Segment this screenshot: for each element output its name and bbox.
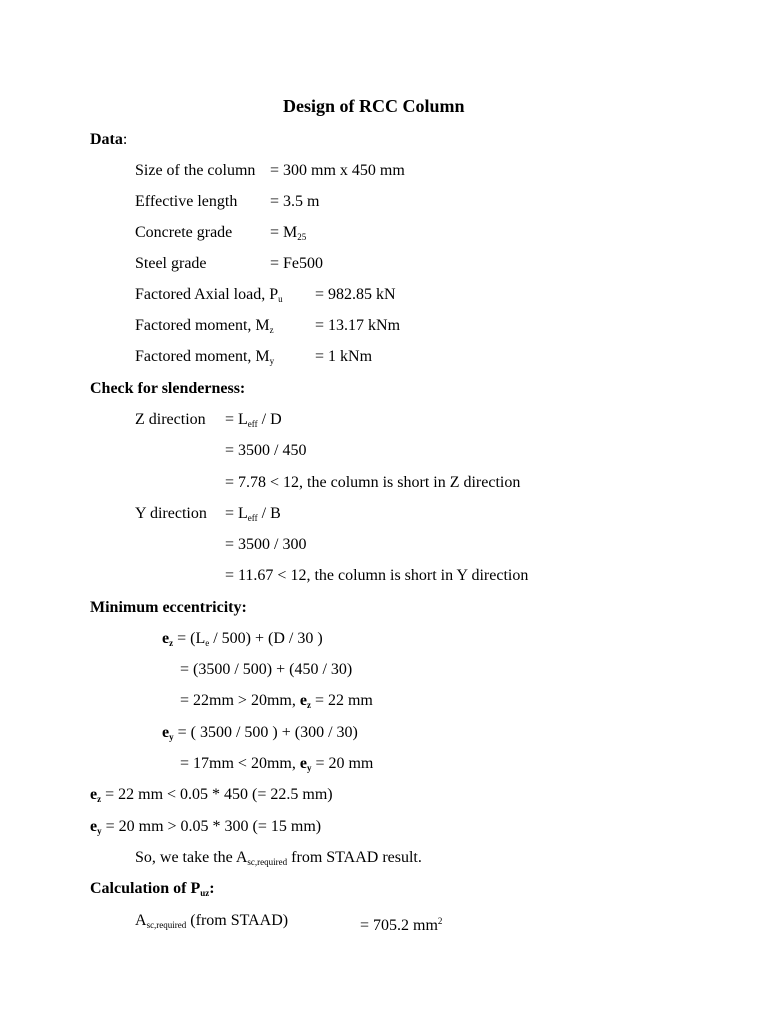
steel-grade-label: Steel grade (135, 255, 207, 272)
z-direction-result: = 7.78 < 12, the column is short in Z direction (225, 474, 521, 491)
data-heading: Data: (90, 131, 128, 148)
z-direction-substitution: = 3500 / 450 (225, 442, 307, 459)
asc-required-value: = 705.2 $mm^2$ (360, 916, 443, 934)
page-title: Design of RCC Column (283, 96, 465, 116)
ez-check: ez = 22 mm < 0.05 * 450 (= 22.5 mm) (90, 786, 333, 804)
ey-formula: ey = ( 3500 / 500 ) + (300 / 30) (162, 724, 358, 742)
moment-y-label: Factored moment, $M_y$ (135, 348, 275, 366)
z-direction-formula: = $L_{eff}$ / D (225, 411, 282, 429)
concrete-grade-label: Concrete grade (135, 224, 233, 241)
slenderness-heading: Check for slenderness: (90, 380, 246, 397)
ez-substitution: = (3500 / 500) + (450 / 30) (180, 661, 353, 678)
ey-check: ey = 20 mm > 0.05 * 300 (= 15 mm) (90, 818, 322, 836)
y-direction-result: = 11.67 < 12, the column is short in Y direction (225, 567, 529, 584)
effective-length-label: Effective length (135, 193, 238, 210)
ez-result: = 22mm > 20mm, ez = 22 mm (180, 692, 373, 710)
moment-y-value: = 1 kNm (315, 348, 373, 365)
moment-z-label: Factored moment, $M_z$ (135, 317, 274, 335)
puz-heading: Calculation of Puz: (90, 880, 215, 898)
ez-formula: ez = $(L_e / 500) + (D / 30$ ) (162, 630, 323, 648)
z-direction-label: Z direction (135, 411, 206, 428)
column-size-value: = 300 mm x 450 mm (270, 162, 405, 179)
moment-z-value: = 13.17 kNm (315, 317, 401, 334)
axial-load-label: Factored Axial load, $P_u$ (135, 286, 283, 304)
y-direction-label: Y direction (135, 505, 207, 522)
concrete-grade-value: = $M_{25}$ (270, 224, 307, 242)
axial-load-value: = 982.85 kN (315, 286, 396, 303)
ey-result: = 17mm < 20mm, ey = 20 mm (180, 755, 374, 773)
asc-required-label: $A_{sc,required}$ (from STAAD) (135, 912, 289, 930)
y-direction-substitution: = 3500 / 300 (225, 536, 307, 553)
y-direction-formula: = $L_{eff}$ / B (225, 505, 281, 523)
steel-grade-value: = Fe500 (270, 255, 324, 272)
eccentricity-conclusion: So, we take the $A_{sc,required}$ from STAAD result. (135, 849, 422, 867)
effective-length-value: = 3.5 m (270, 193, 320, 210)
eccentricity-heading: Minimum eccentricity: (90, 599, 247, 616)
column-size-label: Size of the column (135, 162, 256, 179)
